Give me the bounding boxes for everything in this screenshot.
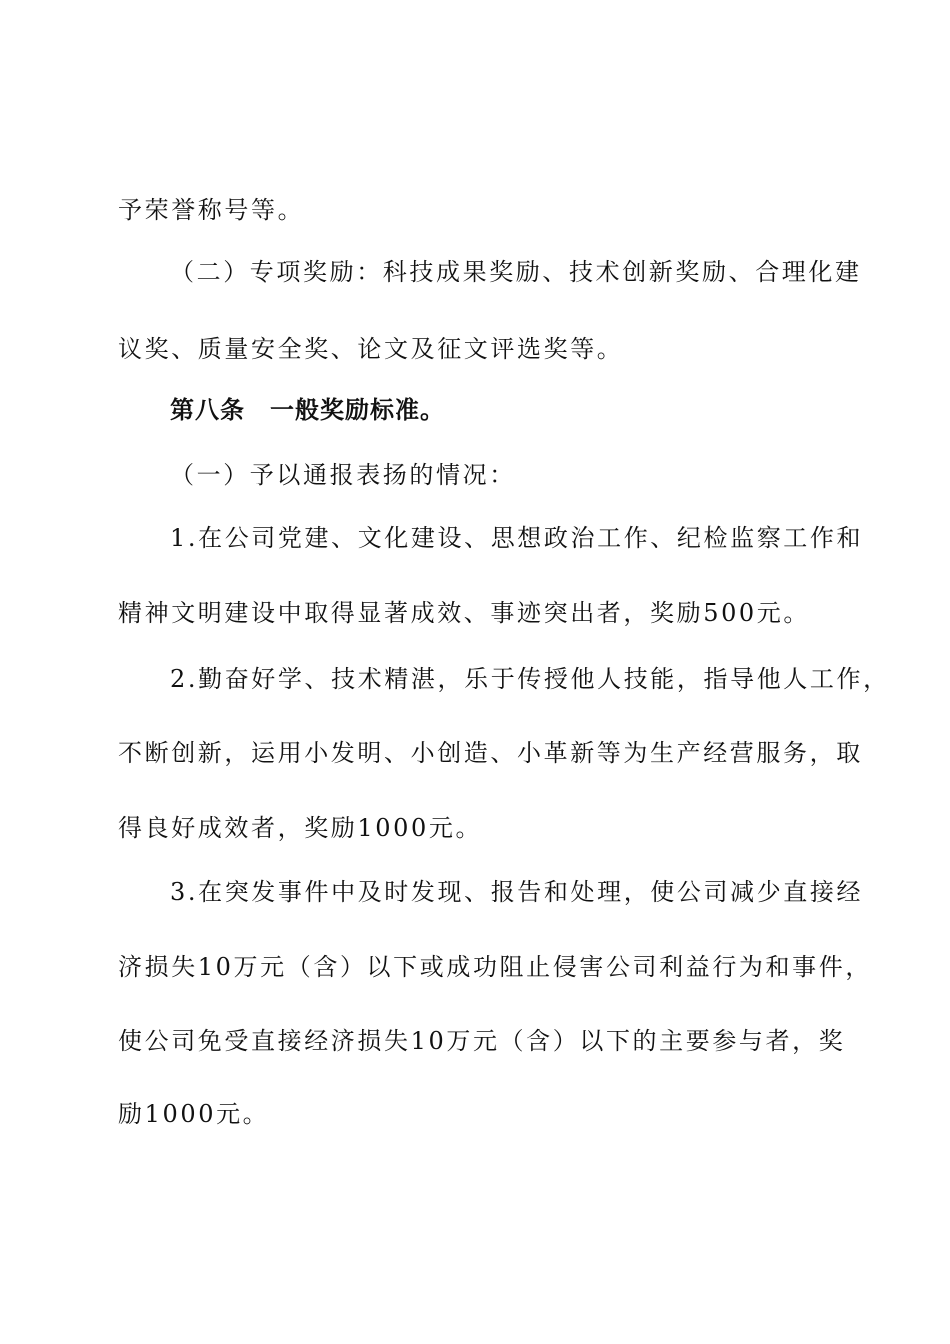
text-line: 予荣誉称号等。 (118, 196, 305, 224)
text-line: 励1000元。 (118, 1100, 270, 1128)
text-line: 不断创新，运用小发明、小创造、小革新等为生产经营服务，取 (118, 739, 863, 767)
article-heading: 第八条 一般奖励标准。 (170, 395, 445, 424)
text-line: 精神文明建设中取得显著成效、事迹突出者，奖励500元。 (118, 599, 811, 627)
text-line: （一）予以通报表扬的情况： (170, 461, 516, 489)
text-line: 3.在突发事件中及时发现、报告和处理，使公司减少直接经 (170, 878, 864, 906)
text-line: （二）专项奖励：科技成果奖励、技术创新奖励、合理化建 (170, 258, 862, 286)
text-line: 议奖、质量安全奖、论文及征文评选奖等。 (118, 335, 624, 363)
text-line: 1.在公司党建、文化建设、思想政治工作、纪检监察工作和 (170, 524, 864, 552)
text-line: 济损失10万元（含）以下或成功阻止侵害公司利益行为和事件， (118, 953, 872, 981)
text-line: 2.勤奋好学、技术精湛，乐于传授他人技能，指导他人工作， (170, 665, 890, 693)
text-line: 得良好成效者，奖励1000元。 (118, 814, 483, 842)
text-line: 使公司免受直接经济损失10万元（含）以下的主要参与者，奖 (118, 1027, 846, 1055)
